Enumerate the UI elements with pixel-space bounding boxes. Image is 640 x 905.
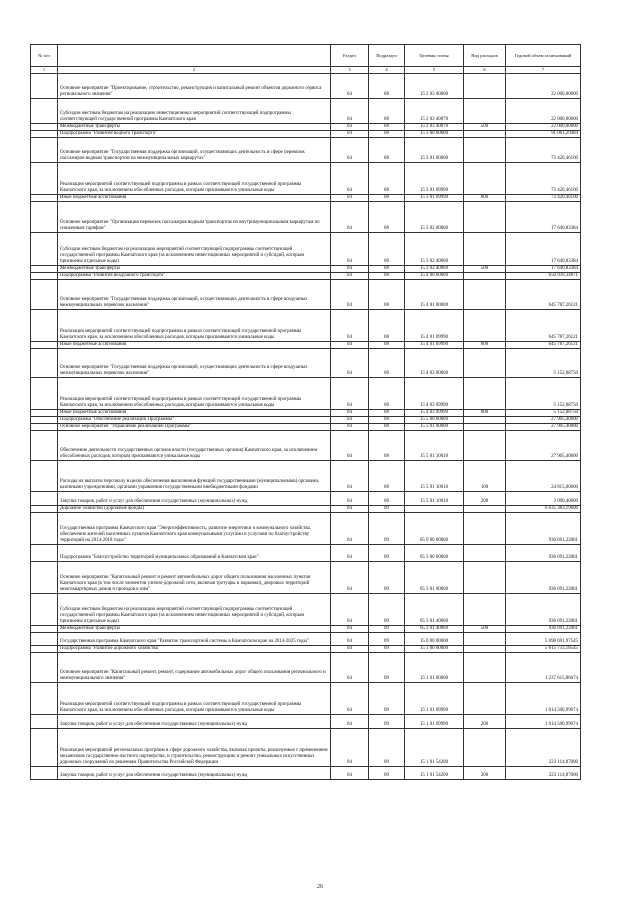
row-target-article: 05 0 00 00000 bbox=[405, 513, 464, 545]
row-target-article: 15 4 03 09990 bbox=[405, 410, 464, 417]
row-expense-type: 800 bbox=[464, 195, 506, 202]
row-number bbox=[31, 729, 58, 767]
table-row bbox=[31, 492, 581, 506]
row-expense-type bbox=[464, 594, 506, 626]
row-name: Основное мероприятие "Государственная поддержка организаций, осуществляющих деятельность в сфере воздушных межмуниципальных перевозок населения" bbox=[58, 349, 331, 378]
row-amount: 645 787,26121 bbox=[506, 280, 581, 310]
row-razdel: 04 bbox=[331, 163, 369, 195]
row-target-article: 15 1 00 00000 bbox=[405, 646, 464, 653]
table-row bbox=[31, 310, 581, 342]
table-row bbox=[31, 410, 581, 417]
row-amount: 17 640,83384 bbox=[506, 202, 581, 233]
table-row bbox=[31, 646, 581, 653]
row-podrazdel: 08 bbox=[369, 461, 405, 492]
row-name: Иные бюджетные ассигнования bbox=[58, 195, 331, 202]
row-expense-type bbox=[464, 431, 506, 461]
table-row bbox=[31, 138, 581, 163]
table-row bbox=[31, 266, 581, 273]
row-razdel: 04 bbox=[331, 233, 369, 266]
row-expense-type: 100 bbox=[464, 461, 506, 492]
row-podrazdel: 08 bbox=[369, 410, 405, 417]
row-number bbox=[31, 233, 58, 266]
table-row bbox=[31, 653, 581, 683]
row-target-article: 15 2 03 40070 bbox=[405, 99, 464, 124]
table-row bbox=[31, 715, 581, 729]
row-name: Иные бюджетные ассигнования bbox=[58, 342, 331, 349]
row-razdel: 04 bbox=[331, 545, 369, 562]
row-podrazdel: 09 bbox=[369, 715, 405, 729]
col-number: 1 bbox=[31, 67, 58, 74]
row-amount: 936 691,22061 bbox=[506, 513, 581, 545]
row-expense-type bbox=[464, 417, 506, 424]
table-row bbox=[31, 74, 581, 99]
row-target-article: 15 5 00 00000 bbox=[405, 417, 464, 424]
row-expense-type bbox=[464, 513, 506, 545]
row-podrazdel: 08 bbox=[369, 349, 405, 378]
row-name: Закупка товаров, работ и услуг для обеспечения государственных (муниципальных) нужд bbox=[58, 492, 331, 506]
row-name: Закупка товаров, работ и услуг для обеспечения государственных (муниципальных) нужд bbox=[58, 715, 331, 729]
row-expense-type: 800 bbox=[464, 410, 506, 417]
row-podrazdel: 09 bbox=[369, 729, 405, 767]
row-amount: 5 615 733,18545 bbox=[506, 646, 581, 653]
row-amount: 1 237 615,86674 bbox=[506, 653, 581, 683]
table-row bbox=[31, 233, 581, 266]
row-expense-type: 500 bbox=[464, 266, 506, 273]
row-name: Основное мероприятие "Организация перевозок пассажиров водным транспортом по внутримуниципальным маршрутам по сниженным тарифам" bbox=[58, 202, 331, 233]
row-target-article: 05 3 01 40060 bbox=[405, 594, 464, 626]
row-razdel: 04 bbox=[331, 74, 369, 99]
row-podrazdel: 08 bbox=[369, 124, 405, 131]
header-target-article: Целевая статья bbox=[405, 45, 464, 67]
row-number bbox=[31, 424, 58, 431]
table-header-row bbox=[31, 45, 581, 67]
table-row bbox=[31, 163, 581, 195]
row-podrazdel: 08 bbox=[369, 266, 405, 273]
table-row bbox=[31, 280, 581, 310]
row-target-article: 15 1 01 00000 bbox=[405, 653, 464, 683]
table-row bbox=[31, 342, 581, 349]
row-target-article: 05 3 00 00000 bbox=[405, 545, 464, 562]
row-expense-type bbox=[464, 233, 506, 266]
row-name: Закупка товаров, работ и услуг для обеспечения государственных (муниципальных) нужд bbox=[58, 767, 331, 780]
row-number bbox=[31, 266, 58, 273]
row-razdel: 04 bbox=[331, 417, 369, 424]
table-row bbox=[31, 626, 581, 633]
row-podrazdel: 09 bbox=[369, 513, 405, 545]
row-target-article: 15 5 01 00000 bbox=[405, 424, 464, 431]
row-amount: 936 691,22061 bbox=[506, 562, 581, 594]
row-name: Основное мероприятие "Проектирование, строительство, реконструкция и капитальный ремонт объектов дорожного сервиса регионального значения" bbox=[58, 74, 331, 99]
row-razdel: 04 bbox=[331, 410, 369, 417]
row-number bbox=[31, 138, 58, 163]
header-expense-type: Вид расходов bbox=[464, 45, 506, 67]
row-podrazdel: 08 bbox=[369, 342, 405, 349]
row-amount: 27 905,40000 bbox=[506, 424, 581, 431]
row-expense-type bbox=[464, 653, 506, 683]
table-row bbox=[31, 417, 581, 424]
header-razdel: Раздел bbox=[331, 45, 369, 67]
row-number bbox=[31, 626, 58, 633]
table-row bbox=[31, 202, 581, 233]
row-number bbox=[31, 461, 58, 492]
row-number bbox=[31, 342, 58, 349]
row-podrazdel: 08 bbox=[369, 99, 405, 124]
row-name: Подпрограмма "Развитие дорожного хозяйства" bbox=[58, 646, 331, 653]
row-expense-type bbox=[464, 74, 506, 99]
row-podrazdel: 08 bbox=[369, 424, 405, 431]
row-razdel: 04 bbox=[331, 424, 369, 431]
row-target-article: 15 3 02 40060 bbox=[405, 266, 464, 273]
row-target-article: 15 2 03 00000 bbox=[405, 74, 464, 99]
row-razdel: 04 bbox=[331, 594, 369, 626]
row-name: Межбюджетные трансферты bbox=[58, 626, 331, 633]
row-podrazdel: 08 bbox=[369, 202, 405, 233]
row-expense-type bbox=[464, 424, 506, 431]
row-number bbox=[31, 653, 58, 683]
row-name: Реализация мероприятий соответствующей подпрограммы в рамках соответствующей государственной программы Камчатского края, за исключением обособленных расходов, которым присваиваются уникальные коды bbox=[58, 163, 331, 195]
table-row bbox=[31, 461, 581, 492]
row-amount: 6 635 383,19606 bbox=[506, 506, 581, 513]
row-number bbox=[31, 646, 58, 653]
table-row bbox=[31, 683, 581, 715]
row-amount: 24 815,00000 bbox=[506, 461, 581, 492]
row-target-article: 15 4 00 00000 bbox=[405, 273, 464, 280]
row-razdel: 04 bbox=[331, 99, 369, 124]
row-expense-type: 200 bbox=[464, 492, 506, 506]
row-target-article: 15 3 01 00000 bbox=[405, 138, 464, 163]
row-razdel: 04 bbox=[331, 195, 369, 202]
row-number bbox=[31, 202, 58, 233]
row-razdel: 04 bbox=[331, 729, 369, 767]
table-row bbox=[31, 378, 581, 410]
row-razdel: 04 bbox=[331, 273, 369, 280]
row-name: Государственная программа Камчатского края "Развитие транспортной системы в Камчатском крае на 2014-2025 годы" bbox=[58, 633, 331, 646]
row-podrazdel: 08 bbox=[369, 163, 405, 195]
table-row bbox=[31, 349, 581, 378]
table-row bbox=[31, 506, 581, 513]
row-amount: 73 420,46100 bbox=[506, 163, 581, 195]
row-razdel: 04 bbox=[331, 310, 369, 342]
row-razdel: 04 bbox=[331, 342, 369, 349]
table-row bbox=[31, 767, 581, 780]
row-target-article: 15 1 01 54200 bbox=[405, 767, 464, 780]
row-target-article: 15 2 03 40070 bbox=[405, 124, 464, 131]
header-podrazdel: Подраздел bbox=[369, 45, 405, 67]
row-amount: 223 114,87000 bbox=[506, 729, 581, 767]
row-podrazdel: 08 bbox=[369, 310, 405, 342]
row-number bbox=[31, 273, 58, 280]
row-razdel: 04 bbox=[331, 138, 369, 163]
row-razdel: 04 bbox=[331, 715, 369, 729]
row-target-article: 15 4 01 09990 bbox=[405, 310, 464, 342]
row-podrazdel: 09 bbox=[369, 506, 405, 513]
row-name: Реализация мероприятий региональных программ в сфере дорожного хозяйства, включая проекты, реализуемые с применением механизмов государственно-частного партнерства, и строительство, реконструкцию и ремонт уникальных искусственных дорожных сооружений по решениям Правительства Российской Федерации bbox=[58, 729, 331, 767]
row-amount: 645 787,26121 bbox=[506, 342, 581, 349]
row-amount: 27 905,40000 bbox=[506, 431, 581, 461]
row-amount: 27 905,40000 bbox=[506, 417, 581, 424]
row-podrazdel: 09 bbox=[369, 562, 405, 594]
row-razdel: 04 bbox=[331, 626, 369, 633]
row-expense-type bbox=[464, 310, 506, 342]
column-number-row bbox=[31, 67, 581, 74]
row-expense-type bbox=[464, 99, 506, 124]
row-expense-type bbox=[464, 202, 506, 233]
row-target-article: 15 3 01 09990 bbox=[405, 195, 464, 202]
row-expense-type bbox=[464, 683, 506, 715]
row-name: Подпрограмма "Обеспечение реализации Программы" bbox=[58, 417, 331, 424]
row-target-article: 15 1 01 09990 bbox=[405, 715, 464, 729]
row-razdel: 04 bbox=[331, 767, 369, 780]
row-number bbox=[31, 99, 58, 124]
row-razdel: 04 bbox=[331, 562, 369, 594]
row-number bbox=[31, 163, 58, 195]
row-razdel: 04 bbox=[331, 431, 369, 461]
row-podrazdel: 09 bbox=[369, 767, 405, 780]
row-amount: 22 000,00000 bbox=[506, 124, 581, 131]
row-amount: 22 000,00000 bbox=[506, 74, 581, 99]
budget-table bbox=[30, 44, 581, 780]
row-amount: 223 114,87000 bbox=[506, 767, 581, 780]
row-target-article: 15 1 01 54200 bbox=[405, 729, 464, 767]
header-number: № п/п bbox=[31, 45, 58, 67]
row-number bbox=[31, 417, 58, 424]
row-number bbox=[31, 349, 58, 378]
table-row bbox=[31, 545, 581, 562]
row-podrazdel: 08 bbox=[369, 492, 405, 506]
row-podrazdel: 08 bbox=[369, 378, 405, 410]
table-row bbox=[31, 195, 581, 202]
row-number bbox=[31, 767, 58, 780]
row-target-article: 15 5 01 10010 bbox=[405, 431, 464, 461]
row-target-article: 15 4 01 00000 bbox=[405, 280, 464, 310]
table-row bbox=[31, 273, 581, 280]
row-podrazdel: 08 bbox=[369, 138, 405, 163]
row-expense-type bbox=[464, 646, 506, 653]
row-target-article: 15 4 03 00000 bbox=[405, 349, 464, 378]
row-number bbox=[31, 310, 58, 342]
row-target-article: 15 3 00 00000 bbox=[405, 131, 464, 138]
row-podrazdel: 09 bbox=[369, 653, 405, 683]
table-row bbox=[31, 124, 581, 131]
row-razdel: 04 bbox=[331, 646, 369, 653]
row-target-article: 15 3 02 00000 bbox=[405, 202, 464, 233]
row-amount: 3 090,40000 bbox=[506, 492, 581, 506]
row-number bbox=[31, 683, 58, 715]
row-podrazdel: 08 bbox=[369, 280, 405, 310]
row-amount: 936 691,22061 bbox=[506, 594, 581, 626]
row-number bbox=[31, 492, 58, 506]
row-target-article: 05 3 01 00000 bbox=[405, 562, 464, 594]
row-number bbox=[31, 280, 58, 310]
row-number bbox=[31, 431, 58, 461]
row-target-article: 15 5 01 10010 bbox=[405, 492, 464, 506]
row-podrazdel: 09 bbox=[369, 626, 405, 633]
row-expense-type bbox=[464, 633, 506, 646]
row-podrazdel: 09 bbox=[369, 545, 405, 562]
row-podrazdel: 09 bbox=[369, 683, 405, 715]
row-name: Реализация мероприятий соответствующей подпрограммы в рамках соответствующей государственной программы Камчатского края, за исключением обособленных расходов, которым присваиваются уникальные коды bbox=[58, 378, 331, 410]
row-razdel: 04 bbox=[331, 506, 369, 513]
row-expense-type bbox=[464, 280, 506, 310]
row-amount: 5 152,08750 bbox=[506, 378, 581, 410]
row-name: Обеспечение деятельности государственных органов власти (государственных органов) Камчатского края, за исключением обособленных расходов, которым присваиваются уникальные коды bbox=[58, 431, 331, 461]
row-name: Реализация мероприятий соответствующей подпрограммы в рамках соответствующей государственной программы Камчатского края, за исключением обособленных расходов, которым присваиваются уникальные коды bbox=[58, 310, 331, 342]
row-expense-type bbox=[464, 506, 506, 513]
row-number bbox=[31, 513, 58, 545]
col-number: 2 bbox=[58, 67, 331, 74]
row-amount: 5 152,08750 bbox=[506, 349, 581, 378]
row-number bbox=[31, 715, 58, 729]
row-number bbox=[31, 131, 58, 138]
row-amount: 650 939,34871 bbox=[506, 273, 581, 280]
row-expense-type: 500 bbox=[464, 124, 506, 131]
row-podrazdel: 09 bbox=[369, 646, 405, 653]
row-razdel: 04 bbox=[331, 378, 369, 410]
row-razdel: 04 bbox=[331, 633, 369, 646]
row-name: Межбюджетные трансферты bbox=[58, 266, 331, 273]
row-name: Основное мероприятие "Капитальный ремонт и ремонт автомобильных дорог общего пользования населенных пунктов Камчатского края (в том числе элементов улично-дорожной сети, включая тротуары и парковки), дворовых территорий многоквартирных домов и проездов к ним" bbox=[58, 562, 331, 594]
row-razdel: 04 bbox=[331, 461, 369, 492]
row-target-article: 15 4 01 09990 bbox=[405, 342, 464, 349]
row-name: Основное мероприятие "Капитальный ремонт, ремонт, содержание автомобильных дорог общего пользования регионального и межмуниципального значения" bbox=[58, 653, 331, 683]
row-number bbox=[31, 506, 58, 513]
page-number: 26 bbox=[317, 884, 323, 890]
row-amount: 73 420,46100 bbox=[506, 195, 581, 202]
col-number: 7 bbox=[506, 67, 581, 74]
header-name bbox=[58, 45, 331, 67]
row-name: Иные бюджетные ассигнования bbox=[58, 410, 331, 417]
col-number: 3 bbox=[331, 67, 369, 74]
row-expense-type bbox=[464, 729, 506, 767]
col-number: 5 bbox=[405, 67, 464, 74]
row-amount: 1 014 500,99674 bbox=[506, 715, 581, 729]
row-name: Подпрограмма "Развитие водного транспорта" bbox=[58, 131, 331, 138]
row-amount: 1 014 500,99674 bbox=[506, 683, 581, 715]
table-row bbox=[31, 424, 581, 431]
row-target-article: 15 4 03 09990 bbox=[405, 378, 464, 410]
row-expense-type bbox=[464, 378, 506, 410]
row-name: Основное мероприятие "Управление реализацией Программы" bbox=[58, 424, 331, 431]
col-number: 6 bbox=[464, 67, 506, 74]
row-expense-type: 500 bbox=[464, 626, 506, 633]
row-number bbox=[31, 124, 58, 131]
row-razdel: 04 bbox=[331, 653, 369, 683]
row-number bbox=[31, 195, 58, 202]
row-name: Подпрограмма "Благоустройство территорий муниципальных образований в Камчатском крае" bbox=[58, 545, 331, 562]
row-number bbox=[31, 633, 58, 646]
row-razdel: 04 bbox=[331, 492, 369, 506]
row-target-article bbox=[405, 506, 464, 513]
row-amount: 91 061,29484 bbox=[506, 131, 581, 138]
row-name: Реализация мероприятий соответствующей подпрограммы в рамках соответствующей государственной программы Камчатского края, за исключением обособленных расходов, которым присваиваются уникальные коды bbox=[58, 683, 331, 715]
row-razdel: 04 bbox=[331, 280, 369, 310]
table-row bbox=[31, 594, 581, 626]
row-number bbox=[31, 410, 58, 417]
row-number bbox=[31, 74, 58, 99]
budget-table-sheet bbox=[30, 44, 580, 780]
row-podrazdel: 08 bbox=[369, 431, 405, 461]
row-name: Расходы на выплаты персоналу в целях обеспечения выполнения функций государственными (муниципальными) органами, казенными учреждениями, органами управления государственными внебюджетными фондами bbox=[58, 461, 331, 492]
row-expense-type: 200 bbox=[464, 767, 506, 780]
row-target-article: 05 3 01 40060 bbox=[405, 626, 464, 633]
row-number bbox=[31, 378, 58, 410]
table-row bbox=[31, 562, 581, 594]
row-amount: 936 691,22061 bbox=[506, 626, 581, 633]
row-amount: 645 787,26121 bbox=[506, 310, 581, 342]
table-row bbox=[31, 633, 581, 646]
row-target-article: 15 1 01 09990 bbox=[405, 683, 464, 715]
row-podrazdel: 08 bbox=[369, 417, 405, 424]
row-name: Государственная программа Камчатского края "Энергоэффективность, развитие энергетики и коммунального хозяйства, обеспечение жителей населенных пунктов Камчатского края коммунальными услугами и услугами по благоустройству территорий на 2014-2018 годы" bbox=[58, 513, 331, 545]
row-expense-type bbox=[464, 163, 506, 195]
row-podrazdel: 08 bbox=[369, 74, 405, 99]
row-expense-type: 200 bbox=[464, 715, 506, 729]
row-amount: 5 152,08750 bbox=[506, 410, 581, 417]
table-row bbox=[31, 431, 581, 461]
row-razdel: 04 bbox=[331, 124, 369, 131]
row-number bbox=[31, 545, 58, 562]
row-target-article: 15 5 01 10010 bbox=[405, 461, 464, 492]
row-podrazdel: 08 bbox=[369, 195, 405, 202]
row-expense-type: 800 bbox=[464, 342, 506, 349]
row-expense-type bbox=[464, 545, 506, 562]
row-expense-type bbox=[464, 349, 506, 378]
row-target-article: 15 0 00 00000 bbox=[405, 633, 464, 646]
table-row bbox=[31, 131, 581, 138]
row-amount: 936 691,22061 bbox=[506, 545, 581, 562]
row-name: Основное мероприятие "Государственная поддержка организаций, осуществляющих деятельность в сфере перевозок пассажиров водным транспортом на межмуниципальных маршрутах" bbox=[58, 138, 331, 163]
row-podrazdel: 09 bbox=[369, 594, 405, 626]
row-amount: 22 000,00000 bbox=[506, 99, 581, 124]
row-razdel: 04 bbox=[331, 683, 369, 715]
table-row bbox=[31, 513, 581, 545]
header-annual-amount: Годовой объем ассигнований bbox=[506, 45, 581, 67]
row-razdel: 04 bbox=[331, 131, 369, 138]
col-number: 4 bbox=[369, 67, 405, 74]
row-name: Субсидии местным бюджетам на реализацию мероприятий соответствующей подпрограммы соответствующей государственной программы Камчатского края (за исключением инвестиционных мероприятий и субсидий, которым присвоены отдельные коды) bbox=[58, 594, 331, 626]
row-podrazdel: 08 bbox=[369, 273, 405, 280]
row-name: Подпрограмма "Развитие воздушного транспорта" bbox=[58, 273, 331, 280]
table-row bbox=[31, 729, 581, 767]
row-expense-type bbox=[464, 273, 506, 280]
row-razdel: 04 bbox=[331, 266, 369, 273]
row-podrazdel: 08 bbox=[369, 233, 405, 266]
row-target-article: 15 3 01 09990 bbox=[405, 163, 464, 195]
row-expense-type bbox=[464, 131, 506, 138]
row-amount: 17 640,83384 bbox=[506, 266, 581, 273]
row-name: Основное мероприятие "Государственная поддержка организаций, осуществляющих деятельность в сфере воздушных межмуниципальных перевозок населения" bbox=[58, 280, 331, 310]
table-row bbox=[31, 99, 581, 124]
row-amount: 73 420,46100 bbox=[506, 138, 581, 163]
row-razdel: 04 bbox=[331, 202, 369, 233]
row-number bbox=[31, 562, 58, 594]
row-expense-type bbox=[464, 138, 506, 163]
row-number bbox=[31, 594, 58, 626]
row-razdel: 04 bbox=[331, 513, 369, 545]
row-podrazdel: 08 bbox=[369, 131, 405, 138]
row-podrazdel: 09 bbox=[369, 633, 405, 646]
row-name: Дорожное хозяйство (дорожные фонды) bbox=[58, 506, 331, 513]
row-target-article: 15 3 02 40060 bbox=[405, 233, 464, 266]
row-name: Субсидии местным бюджетам на реализацию мероприятий соответствующей подпрограммы соответствующей государственной программы Камчатского края (за исключением инвестиционных мероприятий и субсидий, которым присвоены отдельные коды) bbox=[58, 233, 331, 266]
row-name: Субсидии местным бюджетам на реализацию инвестиционных мероприятий соответствующей подпрограммы соответствующей государственной программы Камчатского края bbox=[58, 99, 331, 124]
row-expense-type bbox=[464, 562, 506, 594]
row-name: Межбюджетные трансферты bbox=[58, 124, 331, 131]
row-amount: 5 698 691,97545 bbox=[506, 633, 581, 646]
row-razdel: 04 bbox=[331, 349, 369, 378]
row-amount: 17 640,83384 bbox=[506, 233, 581, 266]
